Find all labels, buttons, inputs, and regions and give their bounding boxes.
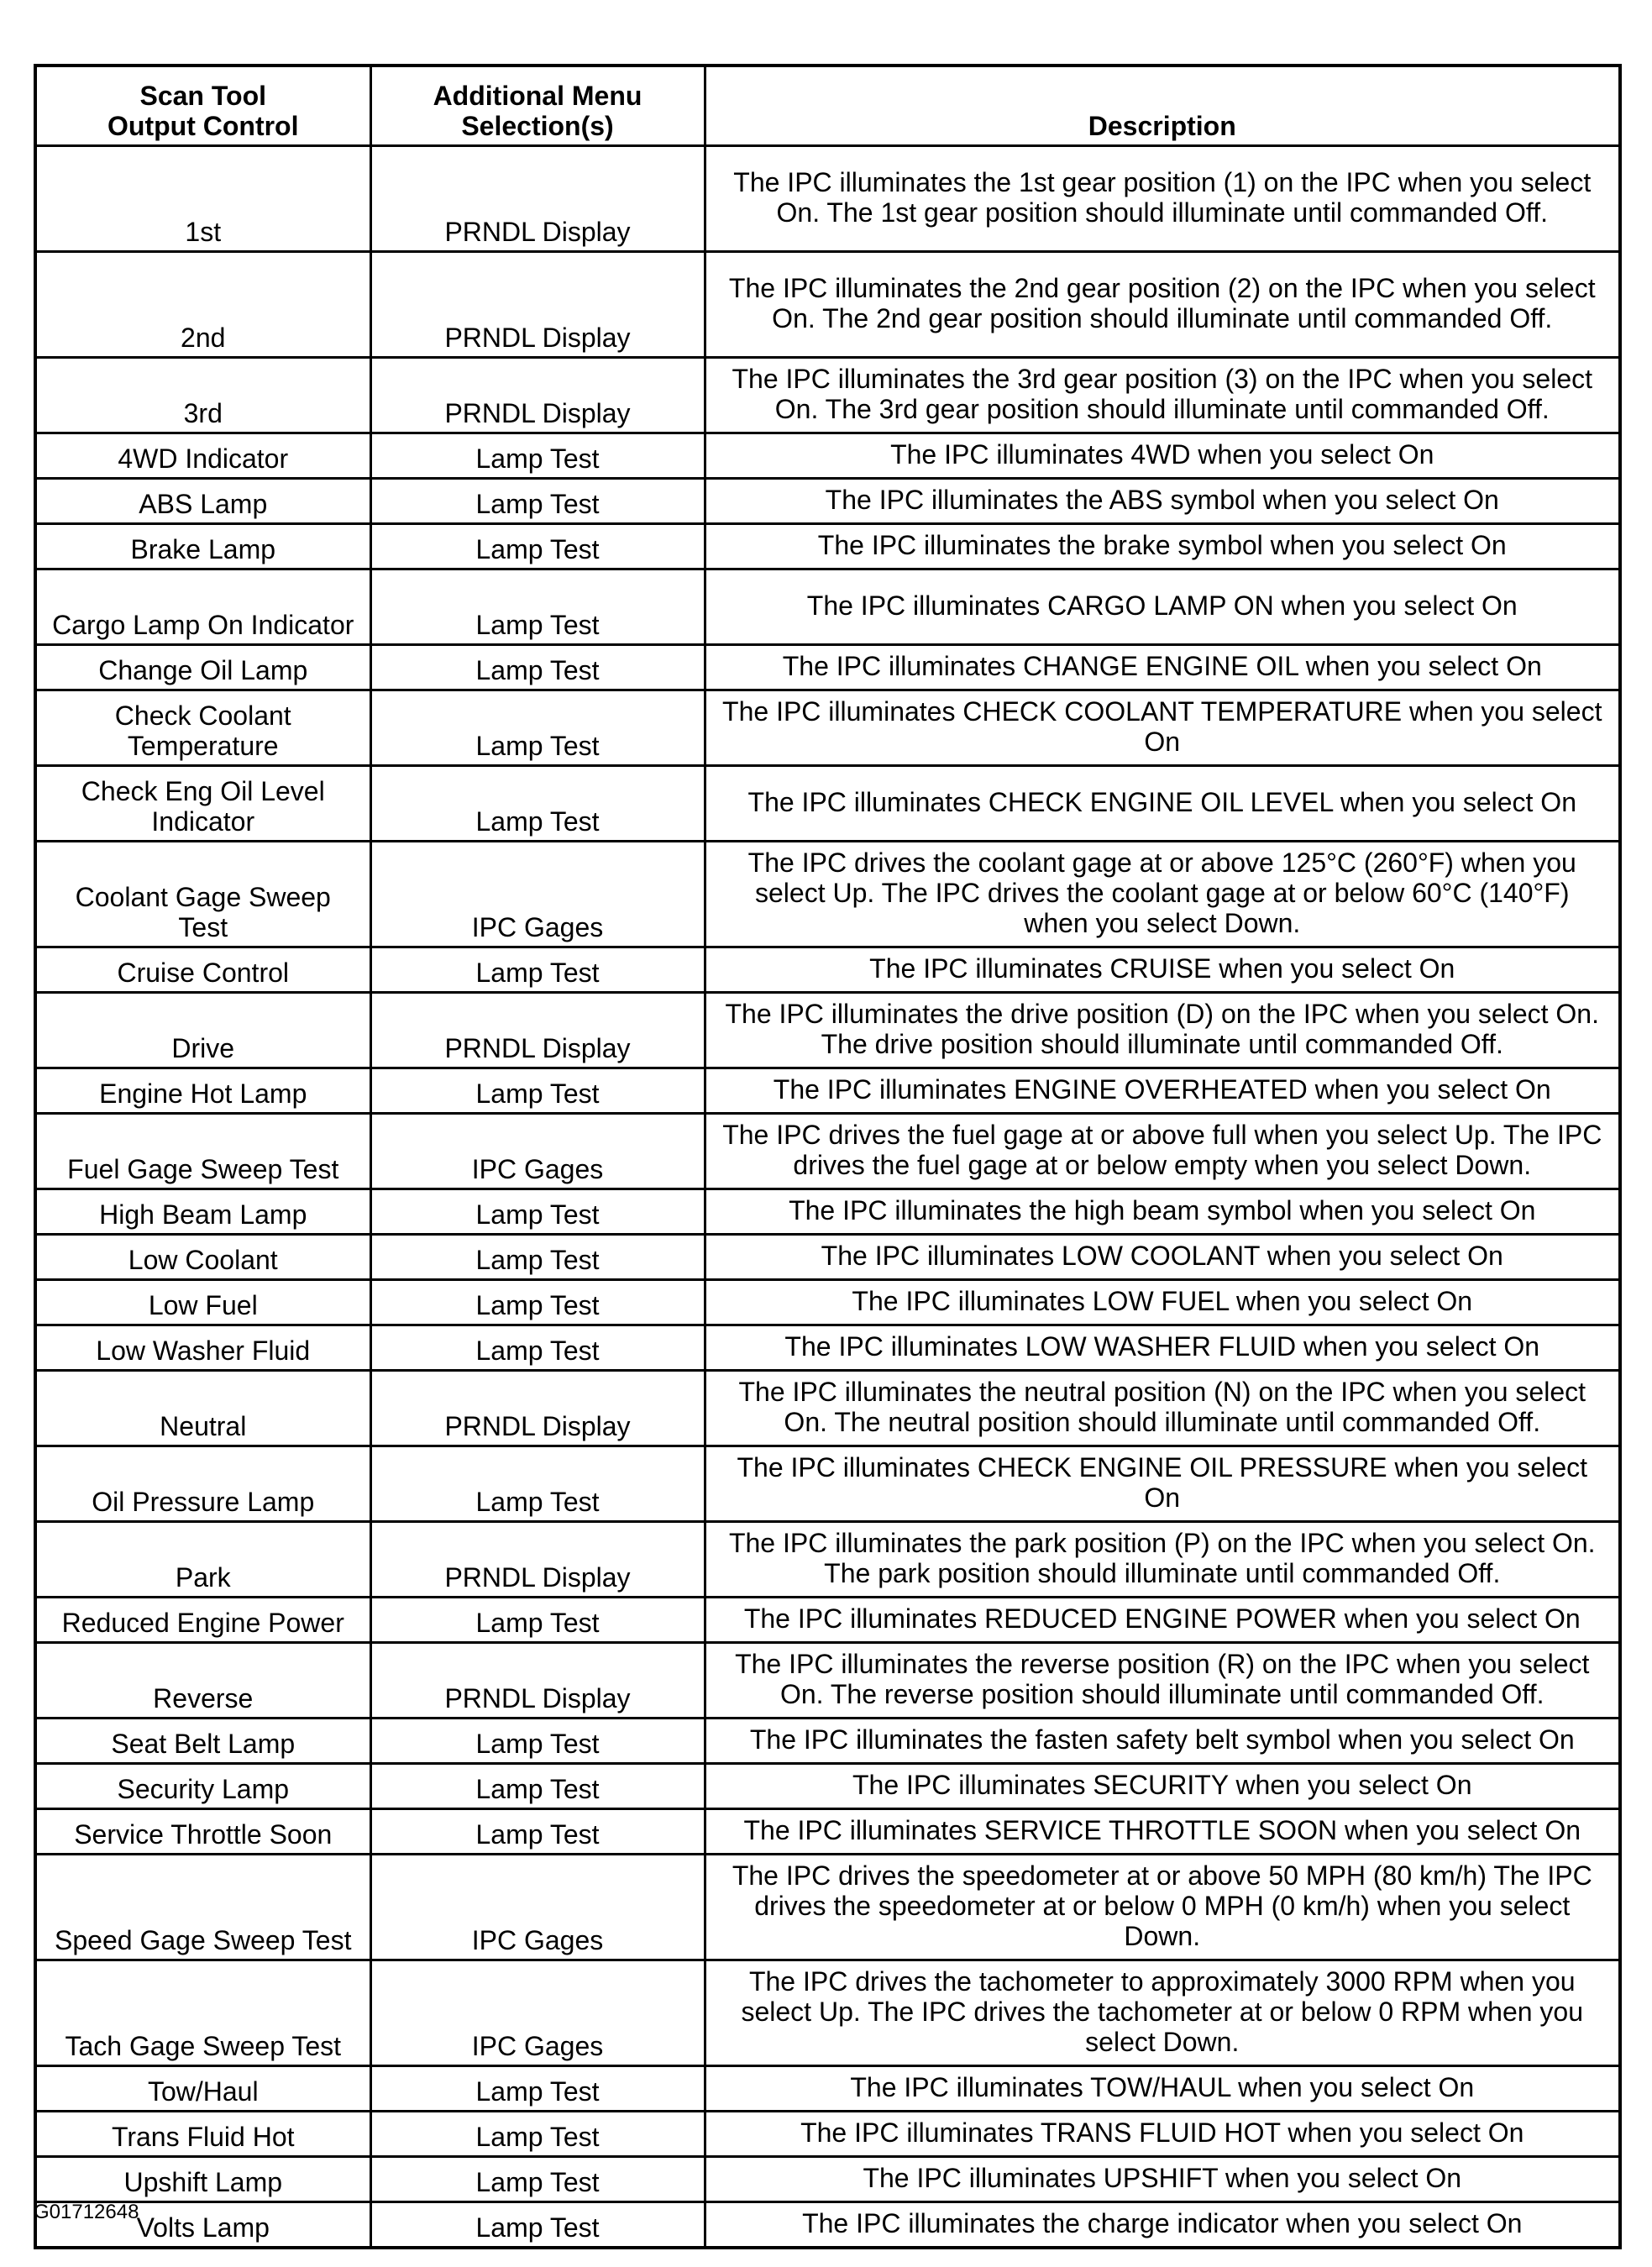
cell-menu-selection: Lamp Test: [370, 433, 705, 479]
cell-description: The IPC illuminates the neutral position (N) on the IPC when you select On. The neutral position should illuminate until commanded Off.: [705, 1371, 1620, 1446]
cell-output-control: Check Eng Oil Level Indicator: [35, 766, 370, 842]
cell-output-control: 2nd: [35, 252, 370, 358]
cell-menu-selection: Lamp Test: [370, 1235, 705, 1280]
cell-menu-selection: Lamp Test: [370, 1325, 705, 1371]
cell-description: The IPC illuminates SECURITY when you select On: [705, 1764, 1620, 1809]
figure-id: G01712648: [34, 2201, 139, 2223]
cell-output-control: 1st: [35, 146, 370, 252]
cell-output-control: Brake Lamp: [35, 524, 370, 569]
cell-output-control: Change Oil Lamp: [35, 645, 370, 690]
cell-description: The IPC illuminates LOW FUEL when you select On: [705, 1280, 1620, 1325]
cell-output-control: Low Coolant: [35, 1235, 370, 1280]
table-row: [35, 524, 1620, 569]
cell-menu-selection: Lamp Test: [370, 1719, 705, 1764]
cell-output-control: Volts Lamp: [35, 2202, 370, 2249]
table-row: [35, 1068, 1620, 1114]
cell-menu-selection: PRNDL Display: [370, 993, 705, 1068]
cell-description: The IPC drives the speedometer at or above 50 MPH (80 km/h) The IPC drives the speedometer at or below 0 MPH (0 km/h) when you select Down.: [705, 1855, 1620, 1960]
table-row: [35, 1114, 1620, 1189]
cell-output-control: Tach Gage Sweep Test: [35, 1960, 370, 2066]
cell-menu-selection: IPC Gages: [370, 1855, 705, 1960]
cell-description: The IPC illuminates CHECK ENGINE OIL PRESSURE when you select On: [705, 1446, 1620, 1522]
cell-output-control: Oil Pressure Lamp: [35, 1446, 370, 1522]
cell-output-control: Seat Belt Lamp: [35, 1719, 370, 1764]
cell-menu-selection: PRNDL Display: [370, 146, 705, 252]
cell-description: The IPC illuminates ENGINE OVERHEATED when you select On: [705, 1068, 1620, 1114]
table-row: [35, 645, 1620, 690]
table-row: [35, 252, 1620, 358]
cell-description: The IPC illuminates the reverse position (R) on the IPC when you select On. The reverse position should illuminate until commanded Off.: [705, 1643, 1620, 1719]
cell-menu-selection: PRNDL Display: [370, 358, 705, 433]
table-row: [35, 1855, 1620, 1960]
cell-output-control: Neutral: [35, 1371, 370, 1446]
cell-menu-selection: Lamp Test: [370, 766, 705, 842]
cell-output-control: Low Washer Fluid: [35, 1325, 370, 1371]
table-row: [35, 690, 1620, 766]
cell-output-control: Reduced Engine Power: [35, 1598, 370, 1643]
cell-description: The IPC illuminates CHECK COOLANT TEMPERATURE when you select On: [705, 690, 1620, 766]
cell-output-control: Engine Hot Lamp: [35, 1068, 370, 1114]
cell-menu-selection: Lamp Test: [370, 1189, 705, 1235]
cell-description: The IPC illuminates the high beam symbol when you select On: [705, 1189, 1620, 1235]
cell-description: The IPC illuminates REDUCED ENGINE POWER when you select On: [705, 1598, 1620, 1643]
cell-description: The IPC illuminates UPSHIFT when you select On: [705, 2157, 1620, 2202]
table-row: [35, 1280, 1620, 1325]
table-row: [35, 2157, 1620, 2202]
table-row: [35, 1522, 1620, 1598]
cell-output-control: 4WD Indicator: [35, 433, 370, 479]
cell-output-control: 3rd: [35, 358, 370, 433]
cell-menu-selection: PRNDL Display: [370, 1522, 705, 1598]
cell-output-control: Fuel Gage Sweep Test: [35, 1114, 370, 1189]
cell-description: The IPC illuminates the ABS symbol when you select On: [705, 479, 1620, 524]
cell-description: The IPC illuminates TRANS FLUID HOT when you select On: [705, 2112, 1620, 2157]
cell-output-control: ABS Lamp: [35, 479, 370, 524]
table-row: [35, 842, 1620, 947]
header-additional-menu-selections-text: Additional Menu Selection(s): [433, 81, 642, 141]
table-row: [35, 1325, 1620, 1371]
table-row: [35, 947, 1620, 993]
table-row: [35, 766, 1620, 842]
cell-menu-selection: Lamp Test: [370, 1446, 705, 1522]
cell-description: The IPC illuminates CHECK ENGINE OIL LEVEL when you select On: [705, 766, 1620, 842]
cell-menu-selection: Lamp Test: [370, 2112, 705, 2157]
cell-menu-selection: Lamp Test: [370, 1280, 705, 1325]
cell-menu-selection: Lamp Test: [370, 2066, 705, 2112]
cell-output-control: Upshift Lamp: [35, 2157, 370, 2202]
table-row: [35, 1235, 1620, 1280]
cell-menu-selection: Lamp Test: [370, 479, 705, 524]
table-body: [35, 146, 1620, 2249]
cell-menu-selection: IPC Gages: [370, 1114, 705, 1189]
cell-menu-selection: Lamp Test: [370, 690, 705, 766]
cell-description: The IPC illuminates 4WD when you select On: [705, 433, 1620, 479]
cell-description: The IPC illuminates CHANGE ENGINE OIL when you select On: [705, 645, 1620, 690]
cell-output-control: Trans Fluid Hot: [35, 2112, 370, 2157]
table-row: [35, 2202, 1620, 2249]
cell-output-control: Check Coolant Temperature: [35, 690, 370, 766]
table-row: [35, 993, 1620, 1068]
cell-description: The IPC drives the coolant gage at or above 125°C (260°F) when you select Up. The IPC drives the coolant gage at or below 60°C (140°F) when you select Down.: [705, 842, 1620, 947]
table-row: [35, 2112, 1620, 2157]
cell-output-control: Security Lamp: [35, 1764, 370, 1809]
cell-menu-selection: Lamp Test: [370, 524, 705, 569]
cell-menu-selection: IPC Gages: [370, 1960, 705, 2066]
table-row: [35, 479, 1620, 524]
header-scan-tool-output-control-text: Scan Tool Output Control: [108, 81, 299, 141]
table-row: [35, 146, 1620, 252]
table-row: [35, 1643, 1620, 1719]
cell-output-control: Park: [35, 1522, 370, 1598]
cell-description: The IPC illuminates the 1st gear position (1) on the IPC when you select On. The 1st gear position should illuminate until commanded Off.: [705, 146, 1620, 252]
cell-description: The IPC illuminates the brake symbol when you select On: [705, 524, 1620, 569]
output-control-table: [34, 64, 1622, 2249]
cell-description: The IPC illuminates the drive position (D) on the IPC when you select On. The drive position should illuminate until commanded Off.: [705, 993, 1620, 1068]
table-row: [35, 1960, 1620, 2066]
cell-description: The IPC illuminates LOW COOLANT when you select On: [705, 1235, 1620, 1280]
cell-description: The IPC illuminates the charge indicator when you select On: [705, 2202, 1620, 2249]
cell-menu-selection: PRNDL Display: [370, 1371, 705, 1446]
header-scan-tool-output-control: [35, 66, 370, 146]
header-description: [705, 66, 1620, 146]
table-row: [35, 1719, 1620, 1764]
header-additional-menu-selections: [370, 66, 705, 146]
cell-menu-selection: Lamp Test: [370, 2157, 705, 2202]
cell-menu-selection: Lamp Test: [370, 947, 705, 993]
cell-output-control: Low Fuel: [35, 1280, 370, 1325]
table-row: [35, 358, 1620, 433]
table-header-row: [35, 66, 1620, 146]
cell-description: The IPC illuminates CRUISE when you select On: [705, 947, 1620, 993]
cell-description: The IPC drives the tachometer to approximately 3000 RPM when you select Up. The IPC drives the tachometer at or below 0 RPM when you select Down.: [705, 1960, 1620, 2066]
cell-menu-selection: Lamp Test: [370, 1764, 705, 1809]
table-row: [35, 1446, 1620, 1522]
cell-description: The IPC illuminates TOW/HAUL when you select On: [705, 2066, 1620, 2112]
cell-output-control: High Beam Lamp: [35, 1189, 370, 1235]
cell-menu-selection: Lamp Test: [370, 2202, 705, 2249]
table-row: [35, 1371, 1620, 1446]
cell-output-control: Service Throttle Soon: [35, 1809, 370, 1855]
table-row: [35, 1598, 1620, 1643]
cell-description: The IPC drives the fuel gage at or above full when you select Up. The IPC drives the fuel gage at or below empty when you select Down.: [705, 1114, 1620, 1189]
table-row: [35, 2066, 1620, 2112]
cell-menu-selection: Lamp Test: [370, 569, 705, 645]
cell-description: The IPC illuminates the park position (P) on the IPC when you select On. The park position should illuminate until commanded Off.: [705, 1522, 1620, 1598]
cell-description: The IPC illuminates the fasten safety belt symbol when you select On: [705, 1719, 1620, 1764]
table-row: [35, 1809, 1620, 1855]
cell-menu-selection: Lamp Test: [370, 1809, 705, 1855]
cell-menu-selection: PRNDL Display: [370, 1643, 705, 1719]
cell-description: The IPC illuminates the 3rd gear position (3) on the IPC when you select On. The 3rd gear position should illuminate until commanded Off.: [705, 358, 1620, 433]
cell-output-control: Tow/Haul: [35, 2066, 370, 2112]
cell-output-control: Coolant Gage Sweep Test: [35, 842, 370, 947]
cell-menu-selection: Lamp Test: [370, 1598, 705, 1643]
table-row: [35, 1189, 1620, 1235]
table-row: [35, 433, 1620, 479]
cell-output-control: Speed Gage Sweep Test: [35, 1855, 370, 1960]
cell-output-control: Reverse: [35, 1643, 370, 1719]
cell-menu-selection: PRNDL Display: [370, 252, 705, 358]
cell-description: The IPC illuminates SERVICE THROTTLE SOON when you select On: [705, 1809, 1620, 1855]
table-row: [35, 569, 1620, 645]
header-description-text: Description: [1088, 111, 1236, 141]
cell-output-control: Cruise Control: [35, 947, 370, 993]
cell-menu-selection: Lamp Test: [370, 645, 705, 690]
cell-menu-selection: Lamp Test: [370, 1068, 705, 1114]
cell-description: The IPC illuminates LOW WASHER FLUID when you select On: [705, 1325, 1620, 1371]
cell-description: The IPC illuminates the 2nd gear position (2) on the IPC when you select On. The 2nd gear position should illuminate until commanded Off.: [705, 252, 1620, 358]
cell-output-control: Drive: [35, 993, 370, 1068]
cell-menu-selection: IPC Gages: [370, 842, 705, 947]
cell-output-control: Cargo Lamp On Indicator: [35, 569, 370, 645]
table-row: [35, 1764, 1620, 1809]
cell-description: The IPC illuminates CARGO LAMP ON when you select On: [705, 569, 1620, 645]
